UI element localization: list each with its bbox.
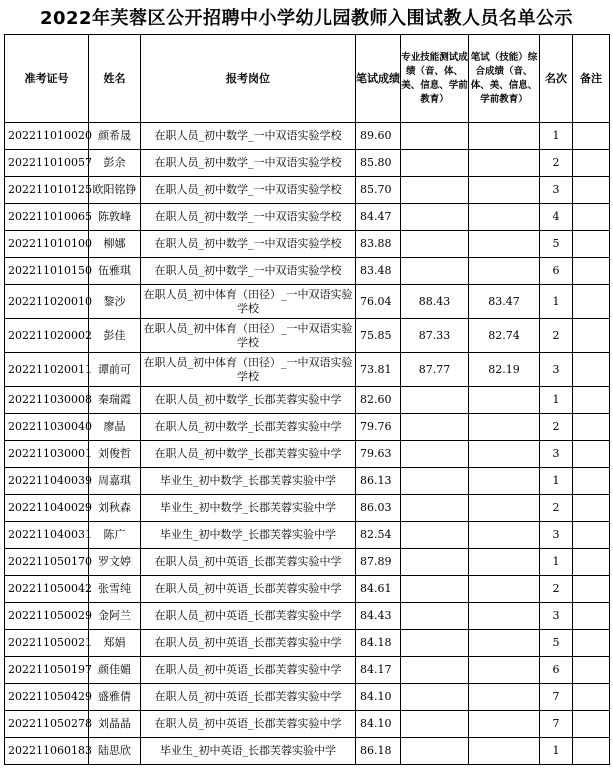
cell-rank: 3 xyxy=(540,353,573,387)
cell-exam-id: 202211030008 xyxy=(5,387,89,414)
cell-post: 在职人员_初中数学_一中双语实验学校 xyxy=(141,150,356,177)
cell-rank: 5 xyxy=(540,231,573,258)
cell-post: 在职人员_初中数学_一中双语实验学校 xyxy=(141,177,356,204)
cell-post: 在职人员_初中数学_一中双语实验学校 xyxy=(141,231,356,258)
table-row xyxy=(5,684,610,711)
cell-note xyxy=(573,738,610,765)
table-row xyxy=(5,576,610,603)
cell-exam-id: 202211050197 xyxy=(5,657,89,684)
cell-rank: 4 xyxy=(540,204,573,231)
cell-rank: 5 xyxy=(540,630,573,657)
cell-combined-score: 82.19 xyxy=(469,353,540,387)
cell-note xyxy=(573,711,610,738)
cell-combined-score xyxy=(469,603,540,630)
cell-combined-score xyxy=(469,684,540,711)
table-row xyxy=(5,387,610,414)
cell-combined-score xyxy=(469,387,540,414)
header-id: 准考证号 xyxy=(5,35,89,123)
cell-note xyxy=(573,495,610,522)
cell-post: 在职人员_初中英语_长郡芙蓉实验中学 xyxy=(141,684,356,711)
cell-skill-score xyxy=(401,522,469,549)
cell-rank: 1 xyxy=(540,738,573,765)
cell-post: 在职人员_初中英语_长郡芙蓉实验中学 xyxy=(141,603,356,630)
cell-exam-id: 202211050029 xyxy=(5,603,89,630)
cell-post: 在职人员_初中数学_长郡芙蓉实验中学 xyxy=(141,387,356,414)
table-row xyxy=(5,603,610,630)
cell-name: 黎沙 xyxy=(89,285,141,319)
cell-rank: 7 xyxy=(540,684,573,711)
cell-exam-id: 202211010125 xyxy=(5,177,89,204)
cell-written-score: 84.61 xyxy=(356,576,401,603)
cell-skill-score xyxy=(401,441,469,468)
cell-combined-score xyxy=(469,576,540,603)
cell-rank: 1 xyxy=(540,123,573,150)
cell-name: 刘秋森 xyxy=(89,495,141,522)
table-row xyxy=(5,150,610,177)
table-row xyxy=(5,549,610,576)
table-header-row xyxy=(5,35,610,123)
cell-skill-score xyxy=(401,150,469,177)
header-skill-score: 专业技能测试成绩（音、体、美、信息、学前教育） xyxy=(401,35,469,123)
cell-rank: 1 xyxy=(540,468,573,495)
cell-name: 彭佳 xyxy=(89,319,141,353)
cell-note xyxy=(573,387,610,414)
table-row xyxy=(5,468,610,495)
cell-skill-score xyxy=(401,657,469,684)
cell-written-score: 87.89 xyxy=(356,549,401,576)
cell-rank: 1 xyxy=(540,387,573,414)
cell-skill-score xyxy=(401,123,469,150)
header-combined-score: 笔试（技能）综合成绩（音、体、美、信息、学前教育） xyxy=(469,35,540,123)
cell-rank: 3 xyxy=(540,603,573,630)
cell-note xyxy=(573,123,610,150)
cell-post: 在职人员_初中英语_长郡芙蓉实验中学 xyxy=(141,576,356,603)
table-row xyxy=(5,353,610,387)
cell-note xyxy=(573,522,610,549)
cell-name: 郑娟 xyxy=(89,630,141,657)
cell-note xyxy=(573,204,610,231)
cell-combined-score xyxy=(469,630,540,657)
cell-combined-score xyxy=(469,522,540,549)
cell-combined-score xyxy=(469,441,540,468)
table-row xyxy=(5,204,610,231)
cell-skill-score xyxy=(401,258,469,285)
cell-exam-id: 202211030001 xyxy=(5,441,89,468)
cell-note xyxy=(573,603,610,630)
table-row xyxy=(5,495,610,522)
cell-combined-score xyxy=(469,549,540,576)
cell-exam-id: 202211010100 xyxy=(5,231,89,258)
header-name: 姓名 xyxy=(89,35,141,123)
cell-combined-score xyxy=(469,711,540,738)
cell-written-score: 82.60 xyxy=(356,387,401,414)
cell-name: 刘俊哲 xyxy=(89,441,141,468)
cell-combined-score xyxy=(469,468,540,495)
header-rank: 名次 xyxy=(540,35,573,123)
table-row xyxy=(5,630,610,657)
table-row xyxy=(5,738,610,765)
cell-name: 陈敦峰 xyxy=(89,204,141,231)
cell-rank: 2 xyxy=(540,576,573,603)
cell-exam-id: 202211010065 xyxy=(5,204,89,231)
cell-written-score: 86.03 xyxy=(356,495,401,522)
cell-skill-score xyxy=(401,495,469,522)
table-row xyxy=(5,319,610,353)
cell-written-score: 79.76 xyxy=(356,414,401,441)
cell-name: 廖晶 xyxy=(89,414,141,441)
header-written-score: 笔试成绩 xyxy=(356,35,401,123)
cell-combined-score xyxy=(469,258,540,285)
cell-exam-id: 202211040031 xyxy=(5,522,89,549)
cell-post: 在职人员_初中体育（田径）_一中双语实验学校 xyxy=(141,353,356,387)
cell-rank: 3 xyxy=(540,177,573,204)
cell-skill-score xyxy=(401,204,469,231)
cell-note xyxy=(573,319,610,353)
header-note: 备注 xyxy=(573,35,610,123)
cell-exam-id: 202211040029 xyxy=(5,495,89,522)
cell-exam-id: 202211050278 xyxy=(5,711,89,738)
cell-post: 毕业生_初中数学_长郡芙蓉实验中学 xyxy=(141,495,356,522)
cell-rank: 2 xyxy=(540,150,573,177)
cell-note xyxy=(573,684,610,711)
cell-name: 刘晶晶 xyxy=(89,711,141,738)
cell-name: 秦瑞霞 xyxy=(89,387,141,414)
cell-written-score: 84.47 xyxy=(356,204,401,231)
cell-rank: 1 xyxy=(540,549,573,576)
cell-written-score: 84.43 xyxy=(356,603,401,630)
table-row xyxy=(5,657,610,684)
cell-written-score: 76.04 xyxy=(356,285,401,319)
cell-note xyxy=(573,549,610,576)
cell-rank: 3 xyxy=(540,441,573,468)
cell-note xyxy=(573,414,610,441)
cell-name: 颜佳媚 xyxy=(89,657,141,684)
cell-note xyxy=(573,353,610,387)
cell-combined-score: 82.74 xyxy=(469,319,540,353)
cell-post: 毕业生_初中数学_长郡芙蓉实验中学 xyxy=(141,468,356,495)
cell-rank: 2 xyxy=(540,414,573,441)
cell-post: 在职人员_初中体育（田径）_一中双语实验学校 xyxy=(141,285,356,319)
table-row xyxy=(5,414,610,441)
cell-written-score: 82.54 xyxy=(356,522,401,549)
cell-note xyxy=(573,231,610,258)
cell-combined-score xyxy=(469,123,540,150)
cell-skill-score xyxy=(401,549,469,576)
cell-written-score: 83.88 xyxy=(356,231,401,258)
cell-written-score: 85.80 xyxy=(356,150,401,177)
cell-combined-score xyxy=(469,231,540,258)
cell-name: 盛雅倩 xyxy=(89,684,141,711)
cell-post: 在职人员_初中英语_长郡芙蓉实验中学 xyxy=(141,711,356,738)
cell-exam-id: 202211050170 xyxy=(5,549,89,576)
cell-skill-score xyxy=(401,684,469,711)
cell-skill-score: 88.43 xyxy=(401,285,469,319)
cell-written-score: 84.10 xyxy=(356,711,401,738)
cell-combined-score xyxy=(469,495,540,522)
cell-post: 在职人员_初中体育（田径）_一中双语实验学校 xyxy=(141,319,356,353)
cell-written-score: 83.48 xyxy=(356,258,401,285)
cell-skill-score xyxy=(401,576,469,603)
cell-exam-id: 202211050429 xyxy=(5,684,89,711)
cell-post: 在职人员_初中数学_一中双语实验学校 xyxy=(141,258,356,285)
cell-skill-score xyxy=(401,177,469,204)
table-row xyxy=(5,177,610,204)
cell-skill-score: 87.77 xyxy=(401,353,469,387)
candidate-table xyxy=(4,34,610,765)
cell-skill-score xyxy=(401,711,469,738)
cell-note xyxy=(573,441,610,468)
cell-exam-id: 202211040039 xyxy=(5,468,89,495)
cell-combined-score xyxy=(469,738,540,765)
cell-post: 毕业生_初中数学_长郡芙蓉实验中学 xyxy=(141,522,356,549)
cell-rank: 2 xyxy=(540,319,573,353)
cell-skill-score xyxy=(401,414,469,441)
cell-exam-id: 202211020011 xyxy=(5,353,89,387)
table-row xyxy=(5,258,610,285)
cell-post: 在职人员_初中数学_长郡芙蓉实验中学 xyxy=(141,441,356,468)
cell-written-score: 89.60 xyxy=(356,123,401,150)
table-row xyxy=(5,441,610,468)
table-body xyxy=(5,123,610,765)
table-row xyxy=(5,522,610,549)
cell-note xyxy=(573,150,610,177)
cell-skill-score xyxy=(401,603,469,630)
cell-post: 在职人员_初中数学_一中双语实验学校 xyxy=(141,204,356,231)
cell-written-score: 86.18 xyxy=(356,738,401,765)
cell-written-score: 85.70 xyxy=(356,177,401,204)
cell-name: 陆思欣 xyxy=(89,738,141,765)
cell-note xyxy=(573,468,610,495)
cell-combined-score xyxy=(469,150,540,177)
cell-exam-id: 202211050042 xyxy=(5,576,89,603)
cell-name: 陈广 xyxy=(89,522,141,549)
cell-name: 金阿兰 xyxy=(89,603,141,630)
table-row xyxy=(5,285,610,319)
cell-exam-id: 202211010057 xyxy=(5,150,89,177)
cell-written-score: 86.13 xyxy=(356,468,401,495)
cell-post: 在职人员_初中英语_长郡芙蓉实验中学 xyxy=(141,657,356,684)
cell-skill-score xyxy=(401,630,469,657)
cell-rank: 2 xyxy=(540,495,573,522)
cell-post: 在职人员_初中英语_长郡芙蓉实验中学 xyxy=(141,630,356,657)
cell-name: 柳娜 xyxy=(89,231,141,258)
cell-note xyxy=(573,576,610,603)
cell-note xyxy=(573,630,610,657)
cell-rank: 7 xyxy=(540,711,573,738)
cell-name: 周嘉琪 xyxy=(89,468,141,495)
cell-post: 在职人员_初中数学_一中双语实验学校 xyxy=(141,123,356,150)
table-row xyxy=(5,711,610,738)
cell-written-score: 84.10 xyxy=(356,684,401,711)
cell-exam-id: 202211010020 xyxy=(5,123,89,150)
cell-combined-score xyxy=(469,177,540,204)
cell-post: 在职人员_初中英语_长郡芙蓉实验中学 xyxy=(141,549,356,576)
cell-rank: 1 xyxy=(540,285,573,319)
cell-name: 颜希晟 xyxy=(89,123,141,150)
cell-written-score: 79.63 xyxy=(356,441,401,468)
cell-exam-id: 202211060183 xyxy=(5,738,89,765)
cell-note xyxy=(573,285,610,319)
cell-rank: 3 xyxy=(540,522,573,549)
table-row xyxy=(5,123,610,150)
cell-skill-score xyxy=(401,738,469,765)
cell-written-score: 73.81 xyxy=(356,353,401,387)
cell-name: 谭前可 xyxy=(89,353,141,387)
cell-name: 欧阳铭铮 xyxy=(89,177,141,204)
cell-exam-id: 202211010150 xyxy=(5,258,89,285)
cell-combined-score xyxy=(469,414,540,441)
cell-note xyxy=(573,177,610,204)
cell-skill-score xyxy=(401,387,469,414)
cell-name: 罗文婷 xyxy=(89,549,141,576)
cell-name: 伍雅琪 xyxy=(89,258,141,285)
cell-skill-score xyxy=(401,231,469,258)
cell-combined-score xyxy=(469,204,540,231)
cell-note xyxy=(573,258,610,285)
cell-exam-id: 202211050021 xyxy=(5,630,89,657)
cell-name: 彭余 xyxy=(89,150,141,177)
cell-post: 在职人员_初中数学_长郡芙蓉实验中学 xyxy=(141,414,356,441)
cell-combined-score xyxy=(469,657,540,684)
cell-rank: 6 xyxy=(540,258,573,285)
page-title: 2022年芙蓉区公开招聘中小学幼儿园教师入围试教人员名单公示 xyxy=(39,8,574,29)
cell-note xyxy=(573,657,610,684)
table-row xyxy=(5,231,610,258)
cell-skill-score xyxy=(401,468,469,495)
cell-written-score: 75.85 xyxy=(356,319,401,353)
cell-exam-id: 202211030040 xyxy=(5,414,89,441)
cell-post: 毕业生_初中英语_长郡芙蓉实验中学 xyxy=(141,738,356,765)
cell-name: 张雪纯 xyxy=(89,576,141,603)
cell-skill-score: 87.33 xyxy=(401,319,469,353)
cell-exam-id: 202211020002 xyxy=(5,319,89,353)
header-post: 报考岗位 xyxy=(141,35,356,123)
cell-written-score: 84.18 xyxy=(356,630,401,657)
cell-exam-id: 202211020010 xyxy=(5,285,89,319)
cell-combined-score: 83.47 xyxy=(469,285,540,319)
cell-written-score: 84.17 xyxy=(356,657,401,684)
cell-rank: 6 xyxy=(540,657,573,684)
